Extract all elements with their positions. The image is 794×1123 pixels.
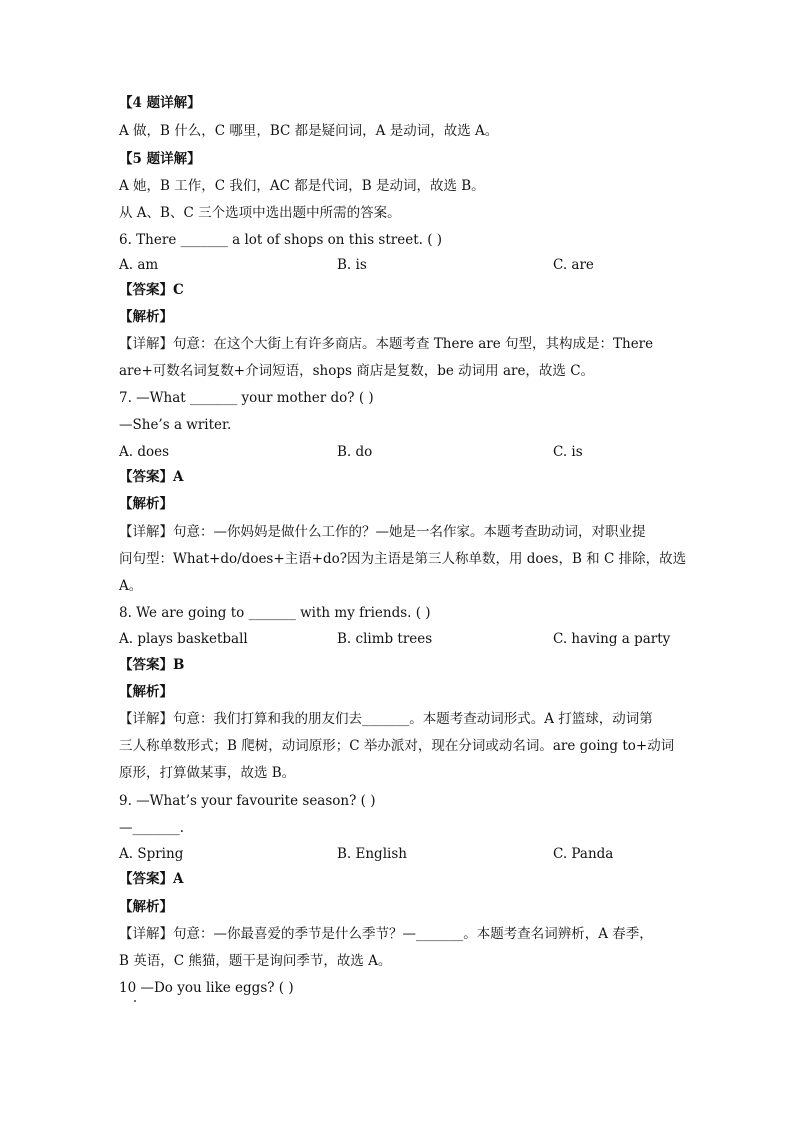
option-a: A. plays basketball [119, 631, 248, 647]
explanation-7-line-3: A。 [119, 578, 143, 594]
analysis-heading-9: 【解析】 [119, 899, 173, 915]
question-10: 10 —Do you like eggs? ( ) [119, 980, 294, 996]
explanation-6-line-1: 【详解】句意：在这个大街上有许多商店。本题考查 There are 句型，其构成是：There [119, 336, 654, 352]
answer-6: 【答案】C [119, 282, 184, 298]
explanation-8-line-2: 三人称单数形式；B 爬树，动词原形；C 举办派对，现在分词或动名词。are going to+动词 [119, 738, 675, 754]
section-instruction: 从 A、B、C 三个选项中选出题中所需的答案。 [119, 205, 401, 221]
question-9-reply: —_______. [119, 820, 185, 836]
explanation-9-line-1: 【详解】句意：—你最喜爱的季节是什么季节？—_______。本题考查名词辨析，A 春季， [119, 926, 653, 942]
answer-9: 【答案】A [119, 871, 184, 887]
explanation-7-line-1: 【详解】句意：—你妈妈是做什么工作的？—她是一名作家。本题考查助动词，对职业提 [119, 524, 646, 540]
answer-7: 【答案】A [119, 469, 184, 485]
q4-explanation: A 做，B 什么，C 哪里，BC 都是疑问词，A 是动词，故选 A。 [119, 123, 499, 139]
question-8: 8. We are going to _______ with my friends. ( ) [119, 605, 431, 621]
explanation-8-line-3: 原形，打算做某事，故选 B。 [119, 765, 296, 781]
option-b: B. is [337, 257, 367, 273]
explanation-6-line-2: are+可数名词复数+介词短语，shops 商店是复数，be 动词用 are，故选 C。 [119, 363, 595, 379]
analysis-heading-8: 【解析】 [119, 684, 173, 700]
explanation-7-line-2: 问句型：What+do/does+主语+do?因为主语是第三人称单数，用 does，B 和 C 排除，故选 [119, 551, 687, 567]
option-b: B. English [337, 846, 407, 862]
question-6: 6. There _______ a lot of shops on this street. ( ) [119, 232, 443, 248]
option-b: B. do [337, 444, 373, 460]
answer-8: 【答案】B [119, 657, 185, 673]
question-9: 9. —What’s your favourite season? ( ) [119, 793, 376, 809]
option-a: A. does [119, 444, 170, 460]
explanation-8-line-1: 【详解】句意：我们打算和我的朋友们去_______。本题考查动词形式。A 打篮球，动词第 [119, 711, 653, 727]
question-7-reply: —She’s a writer. [119, 417, 232, 433]
option-a: A. Spring [119, 846, 184, 862]
analysis-heading-6: 【解析】 [119, 309, 173, 325]
analysis-heading-7: 【解析】 [119, 496, 173, 512]
option-a: A. am [119, 257, 159, 273]
stray-mark [134, 1000, 136, 1002]
option-c: C. is [553, 444, 583, 460]
q5-explanation: A 她，B 工作，C 我们，AC 都是代词，B 是动词，故选 B。 [119, 178, 485, 194]
explanation-9-line-2: B 英语，C 熊猫，题干是询问季节，故选 A。 [119, 953, 392, 969]
heading-q5-explanation: 【5 题详解】 [119, 151, 201, 167]
option-c: C. having a party [553, 631, 671, 647]
option-c: C. are [553, 257, 594, 273]
question-7: 7. —What _______ your mother do? ( ) [119, 390, 374, 406]
option-c: C. Panda [553, 846, 614, 862]
option-b: B. climb trees [337, 631, 433, 647]
heading-q4-explanation: 【4 题详解】 [119, 95, 201, 111]
